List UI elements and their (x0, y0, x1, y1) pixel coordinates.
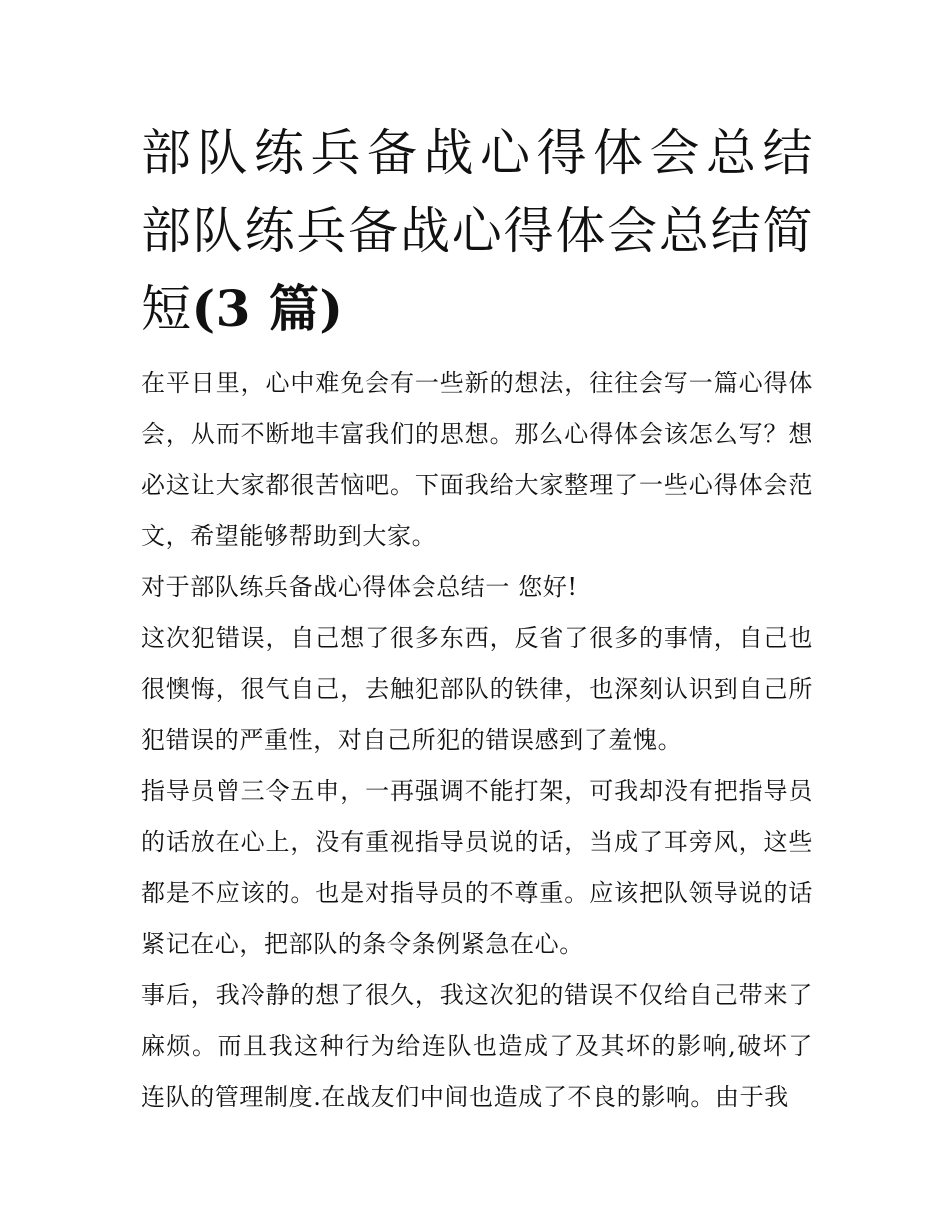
document-content (141, 114, 813, 1123)
title-suffix: (3 篇) (191, 279, 344, 338)
paragraph-consequence: 事后，我冷静的想了很久，我这次犯的错误不仅给自己带来了麻烦。而且我这种行为给连队也造成了及其坏的影响,破坏了连队的管理制度.在战友们中间也造成了不良的影响。由于我 (141, 981, 813, 1111)
paragraph-reflection: 这次犯错误，自己想了很多东西，反省了很多的事情，自己也很懊悔，很气自己，去触犯部队的铁律，也深刻认识到自己所犯错误的严重性，对自己所犯的错误感到了羞愧。 (141, 624, 813, 754)
document-body (141, 358, 813, 1123)
paragraph-intro: 在平日里，心中难免会有一些新的想法，往往会写一篇心得体会，从而不断地丰富我们的思想。那么心得体会该怎么写？想必这让大家都很苦恼吧。下面我给大家整理了一些心得体会范文，希望能够帮助到大家。 (141, 369, 813, 550)
paragraph-greeting: 对于部队练兵备战心得体会总结一 您好! (141, 573, 578, 601)
title-main: 部队练兵备战心得体会总结 部队练兵备战心得体会总结简短 (141, 124, 813, 338)
paragraph-instructor: 指导员曾三令五申，一再强调不能打架，可我却没有把指导员的话放在心上，没有重视指导员说的话，当成了耳旁风，这些都是不应该的。也是对指导员的不尊重。应该把队领导说的话紧记在心，把部队的条令条例紧急在心。 (141, 777, 813, 958)
document-title (141, 114, 813, 348)
